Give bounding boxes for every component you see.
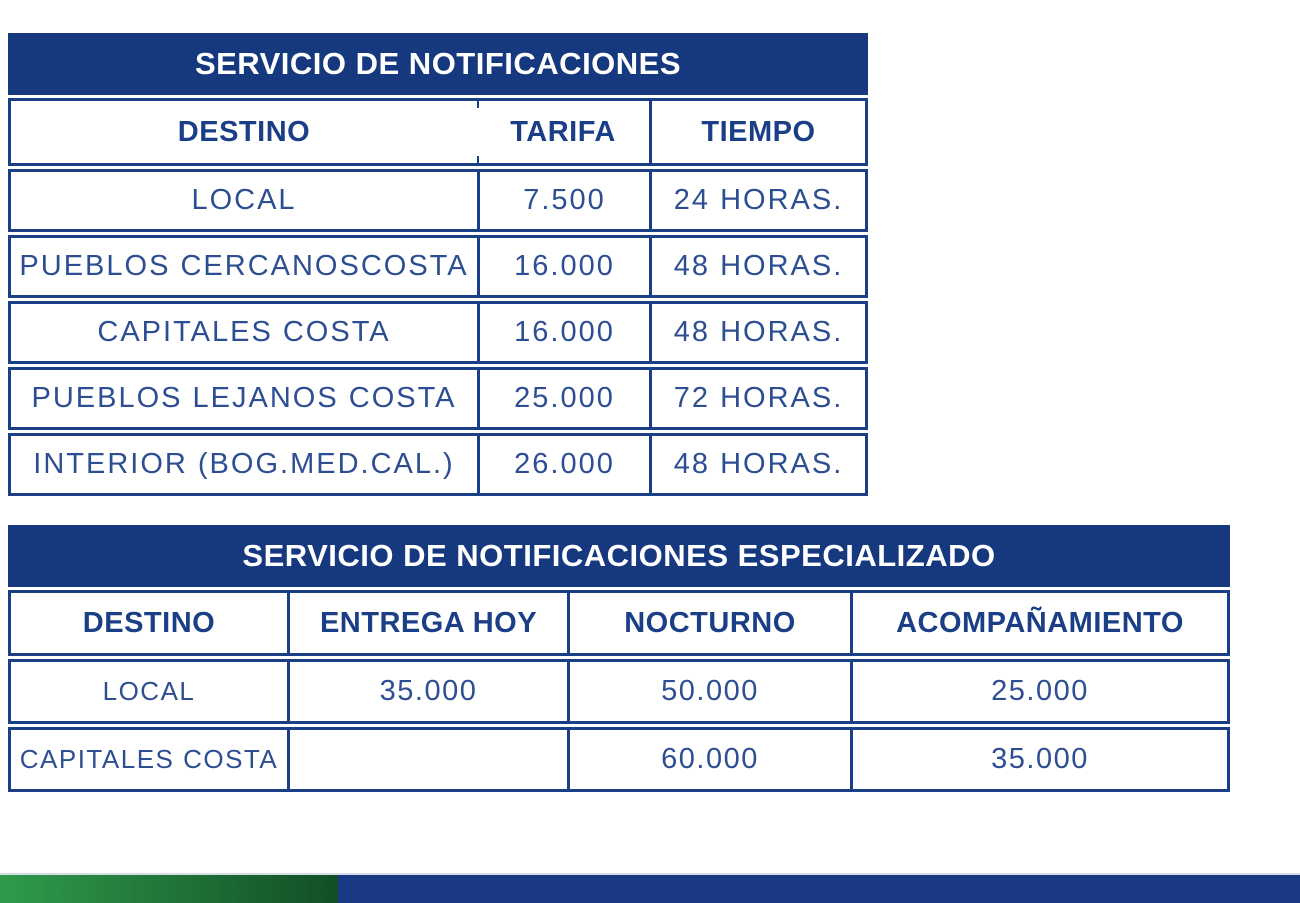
table-row xyxy=(8,301,868,364)
cell-tiempo xyxy=(649,370,865,427)
cell-destino xyxy=(11,172,477,229)
column-header-entrega-hoy xyxy=(287,593,567,653)
column-header-acompanamiento xyxy=(850,593,1227,653)
column-header-label: NOCTURNO xyxy=(624,606,796,639)
column-header-label: DESTINO xyxy=(177,115,311,148)
cell-tarifa xyxy=(477,370,649,427)
cell-destino xyxy=(11,238,477,295)
cell-value: PUEBLOS CERCANOSCOSTA xyxy=(19,250,469,282)
table-row xyxy=(8,169,868,232)
cell-destino xyxy=(11,304,477,361)
cell-value: INTERIOR (BOG.MED.CAL.) xyxy=(33,448,455,480)
column-header-tiempo xyxy=(649,101,865,163)
table-title-band xyxy=(8,525,1230,587)
cell-nocturno xyxy=(567,662,850,721)
column-header-label: DESTINO xyxy=(82,606,216,639)
column-header-label: ENTREGA HOY xyxy=(319,606,538,639)
footer-bar xyxy=(0,875,1300,903)
table-row xyxy=(8,235,868,298)
specialized-notifications-table xyxy=(8,525,1230,792)
cell-value: 25.000 xyxy=(514,382,615,414)
cell-value: LOCAL xyxy=(191,184,297,216)
cell-destino xyxy=(11,662,287,721)
cell-destino xyxy=(11,436,477,493)
cell-value: LOCAL xyxy=(102,676,196,706)
cell-value: 16.000 xyxy=(514,250,615,282)
cell-tarifa xyxy=(477,238,649,295)
notifications-table xyxy=(8,33,868,496)
cell-value: 48 HORAS. xyxy=(673,316,844,348)
cell-value: 16.000 xyxy=(514,316,615,348)
cell-value: 48 HORAS. xyxy=(673,250,844,282)
cell-tarifa xyxy=(477,436,649,493)
table-header-row xyxy=(8,98,868,166)
table-title: SERVICIO DE NOTIFICACIONES ESPECIALIZADO xyxy=(242,538,996,573)
footer-blue-segment xyxy=(338,875,1300,903)
column-header-destino xyxy=(11,101,477,163)
cell-tarifa xyxy=(477,304,649,361)
cell-entrega-hoy xyxy=(287,662,567,721)
footer-green-segment xyxy=(0,875,338,903)
cell-tarifa xyxy=(477,172,649,229)
column-header-label: TARIFA xyxy=(510,115,616,148)
cell-acompanamiento xyxy=(850,730,1227,789)
table-row xyxy=(8,659,1230,724)
cell-value: 72 HORAS. xyxy=(673,382,844,414)
cell-tiempo xyxy=(649,436,865,493)
cell-tiempo xyxy=(649,238,865,295)
cell-value: 7.500 xyxy=(523,184,606,216)
cell-value: 25.000 xyxy=(991,675,1089,707)
table-row xyxy=(8,367,868,430)
cell-value: 35.000 xyxy=(991,743,1089,775)
cell-value: 35.000 xyxy=(379,675,478,707)
column-header-label: ACOMPAÑAMIENTO xyxy=(896,606,1184,639)
cell-destino xyxy=(11,730,287,789)
column-header-label: TIEMPO xyxy=(701,115,816,148)
cell-destino xyxy=(11,370,477,427)
cell-value: 24 HORAS. xyxy=(673,184,844,216)
column-header-nocturno xyxy=(567,593,850,653)
cell-acompanamiento xyxy=(850,662,1227,721)
column-header-tarifa xyxy=(477,101,649,163)
cell-value: 60.000 xyxy=(661,743,759,775)
table-row xyxy=(8,727,1230,792)
cell-value: 48 HORAS. xyxy=(673,448,844,480)
cell-value: CAPITALES COSTA xyxy=(97,316,391,348)
cell-value: PUEBLOS LEJANOS COSTA xyxy=(31,382,457,414)
cell-value: CAPITALES COSTA xyxy=(19,744,279,774)
cell-tiempo xyxy=(649,172,865,229)
table-title: SERVICIO DE NOTIFICACIONES xyxy=(194,46,682,81)
column-header-destino xyxy=(11,593,287,653)
cell-value: 50.000 xyxy=(661,675,759,707)
table-row xyxy=(8,433,868,496)
cell-nocturno xyxy=(567,730,850,789)
cell-value: 26.000 xyxy=(514,448,615,480)
cell-tiempo xyxy=(649,304,865,361)
cell-entrega-hoy xyxy=(287,730,567,789)
table-title-band xyxy=(8,33,868,95)
table-header-row xyxy=(8,590,1230,656)
